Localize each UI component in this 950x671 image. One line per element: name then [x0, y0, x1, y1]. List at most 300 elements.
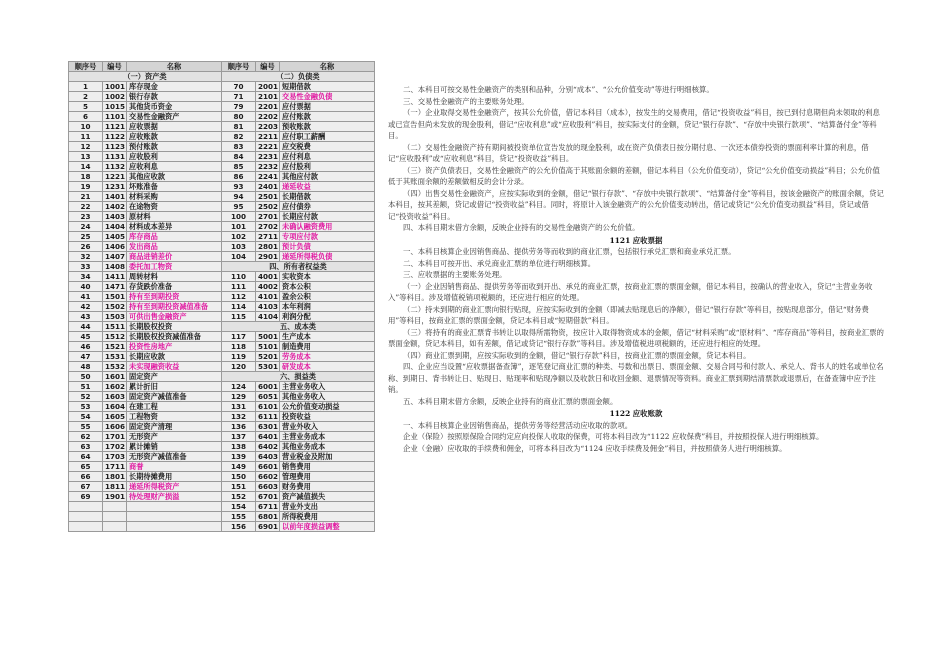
account-name-cell: 应收票据 — [127, 122, 222, 132]
account-name-cell: 交易性金融资产 — [127, 112, 222, 122]
account-code-cell: 1602 — [103, 382, 127, 392]
table-row — [69, 152, 375, 162]
section-heading: 五、成本类 — [222, 322, 375, 332]
account-name-cell: 劳务成本 — [280, 352, 375, 362]
account-code-cell: 1411 — [103, 272, 127, 282]
account-code-cell: 1801 — [103, 472, 127, 482]
account-code-cell: 2232 — [256, 162, 280, 172]
section-title: 1121 应收票据 — [609, 235, 663, 245]
account-name-cell: 商誉 — [127, 462, 222, 472]
account-name-cell: 长期借款 — [280, 192, 375, 202]
table-row — [69, 432, 375, 442]
account-seq-cell — [69, 512, 103, 522]
account-name-cell: 应付账款 — [280, 112, 375, 122]
account-code-cell: 6711 — [256, 502, 280, 512]
account-name-cell: 主营业务成本 — [280, 432, 375, 442]
table-row — [69, 422, 375, 432]
account-name-cell: 资本公积 — [280, 282, 375, 292]
account-code-cell: 2001 — [256, 82, 280, 92]
account-seq-cell: 66 — [69, 472, 103, 482]
table-body — [69, 72, 375, 532]
account-seq-cell: 34 — [69, 272, 103, 282]
account-seq-cell: 131 — [222, 402, 256, 412]
account-name-cell: 以前年度损益调整 — [280, 522, 375, 532]
account-code-cell: 2401 — [256, 182, 280, 192]
account-code-cell — [103, 512, 127, 522]
account-code-cell: 1603 — [103, 392, 127, 402]
account-name-cell: 递延所得税资产 — [127, 482, 222, 492]
table-row — [69, 302, 375, 312]
account-name-cell: 累计折旧 — [127, 382, 222, 392]
paragraph: 企业（保险）按照原保险合同约定应向投保人收取的保费，可将本科目改为“1122 应收保费”科目，并按照投保人进行明细核算。 — [403, 432, 824, 441]
account-name-cell: 短期借款 — [280, 82, 375, 92]
account-code-cell: 2711 — [256, 232, 280, 242]
account-code-cell: 1101 — [103, 112, 127, 122]
table-header-row — [69, 62, 375, 72]
table-row — [69, 72, 375, 82]
account-code-cell: 1221 — [103, 172, 127, 182]
paragraph: （一）企业取得交易性金融资产，按其公允价值，借记本科目（成本），按发生的交易费用，借记“投资收益”科目，按已到付息期但尚未领取的利息或已宣告但尚未发放的现金股利，借记“应收利息”或“应收股利”科目，按实际支付的金额，贷记“银行存款”、“存放中央银行款项”、“结算备付金”等科目。 — [388, 108, 880, 140]
table-row — [69, 332, 375, 342]
account-name-cell: 专项应付款 — [280, 232, 375, 242]
account-name-cell: 固定资产清理 — [127, 422, 222, 432]
account-seq-cell: 5 — [69, 102, 103, 112]
section-title: 1122 应收账款 — [609, 409, 663, 418]
account-code-cell: 1406 — [103, 242, 127, 252]
account-seq-cell: 6 — [69, 112, 103, 122]
header-code-left: 编号 — [103, 62, 127, 72]
account-name-cell: 原材料 — [127, 212, 222, 222]
table-row — [69, 172, 375, 182]
account-seq-cell — [69, 502, 103, 512]
account-name-cell: 周转材料 — [127, 272, 222, 282]
account-name-cell: 长期待摊费用 — [127, 472, 222, 482]
account-seq-cell: 53 — [69, 402, 103, 412]
account-seq-cell: 46 — [69, 342, 103, 352]
account-seq-cell: 120 — [222, 362, 256, 372]
account-code-cell: 2702 — [256, 222, 280, 232]
account-seq-cell: 93 — [222, 182, 256, 192]
account-name-cell: 长期股权投资 — [127, 322, 222, 332]
paragraph: 三、交易性金融资产的主要账务处理。 — [403, 96, 529, 106]
section-heading: 四、所有者权益类 — [222, 262, 375, 272]
account-code-cell: 1605 — [103, 412, 127, 422]
account-code-cell: 1503 — [103, 312, 127, 322]
account-code-cell: 1123 — [103, 142, 127, 152]
account-code-cell: 5201 — [256, 352, 280, 362]
paragraph: （二）交易性金融资产持有期间被投资单位宣告发放的现金股利，或在资产负债表日按分期付息、一次还本债券投资的票面利率计算的利息，借记“应收股利”或“应收利息”科目，贷记“投资收益”科目。 — [388, 142, 869, 163]
account-code-cell: 1403 — [103, 212, 127, 222]
table-row — [69, 492, 375, 502]
account-code-cell: 1401 — [103, 192, 127, 202]
paragraph: （四）商业汇票到期，应按实际收到的金额，借记“银行存款”科目，按商业汇票的票面金额，贷记本科目。 — [403, 350, 751, 360]
account-name-cell: 公允价值变动损益 — [280, 402, 375, 412]
table-row — [69, 342, 375, 352]
account-seq-cell: 115 — [222, 312, 256, 322]
account-code-cell: 1015 — [103, 102, 127, 112]
account-name-cell: 材料成本差异 — [127, 222, 222, 232]
account-seq-cell: 124 — [222, 382, 256, 392]
account-code-cell: 2901 — [256, 252, 280, 262]
account-name-cell: 无形资产 — [127, 432, 222, 442]
account-seq-cell — [69, 522, 103, 532]
table-row — [69, 212, 375, 222]
table-row — [69, 122, 375, 132]
account-code-cell: 2203 — [256, 122, 280, 132]
account-code-cell: 1901 — [103, 492, 127, 502]
account-code-cell: 1502 — [103, 302, 127, 312]
account-code-cell: 5101 — [256, 342, 280, 352]
account-code-cell: 1231 — [103, 182, 127, 192]
account-code-cell: 2202 — [256, 112, 280, 122]
account-code-cell: 1604 — [103, 402, 127, 412]
table-row — [69, 392, 375, 402]
account-seq-cell: 23 — [69, 212, 103, 222]
table-row — [69, 292, 375, 302]
account-seq-cell: 86 — [222, 172, 256, 182]
account-seq-cell: 64 — [69, 452, 103, 462]
account-code-cell: 2101 — [256, 92, 280, 102]
table-row — [69, 222, 375, 232]
account-name-cell: 应交税费 — [280, 142, 375, 152]
account-name-cell: 实收资本 — [280, 272, 375, 282]
account-code-cell: 4103 — [256, 302, 280, 312]
account-seq-cell: 55 — [69, 422, 103, 432]
account-name-cell: 在建工程 — [127, 402, 222, 412]
table-row — [69, 402, 375, 412]
table-row — [69, 382, 375, 392]
account-name-cell: 主营业务收入 — [280, 382, 375, 392]
table-row — [69, 482, 375, 492]
table-row — [69, 312, 375, 322]
table-row — [69, 262, 375, 272]
table-row — [69, 472, 375, 482]
account-seq-cell: 129 — [222, 392, 256, 402]
account-name-cell: 应付债券 — [280, 202, 375, 212]
account-name-cell: 应付利息 — [280, 152, 375, 162]
account-name-cell: 营业外支出 — [280, 502, 375, 512]
account-seq-cell: 117 — [222, 332, 256, 342]
table-row — [69, 82, 375, 92]
account-seq-cell: 154 — [222, 502, 256, 512]
account-name-cell: 投资性房地产 — [127, 342, 222, 352]
account-code-cell: 1521 — [103, 342, 127, 352]
account-code-cell: 1121 — [103, 122, 127, 132]
account-seq-cell: 79 — [222, 102, 256, 112]
table-row — [69, 502, 375, 512]
account-code-cell: 1002 — [103, 92, 127, 102]
account-name-cell: 商品进销差价 — [127, 252, 222, 262]
paragraph: （三）将持有的商业汇票背书转让以取得所需物资，按应计入取得物资成本的金额，借记“材料采购”或“原材料”、“库存商品”等科目，按商业汇票的票面金额，贷记本科目，如有差额，借记或贷记“银行存款”等科目。涉及增值税进项税额的，还应进行相应的处理。 — [388, 327, 884, 348]
account-seq-cell: 47 — [69, 352, 103, 362]
account-seq-cell: 103 — [222, 242, 256, 252]
table-row — [69, 102, 375, 112]
account-name-cell: 预收账款 — [280, 122, 375, 132]
account-seq-cell: 40 — [69, 282, 103, 292]
paragraph: （一）企业因销售商品、提供劳务等而收到开出、承兑的商业汇票，按商业汇票的票面金额，借记本科目，按确认的营业收入，贷记“主营业务收入”等科目。涉及增值税销项税额的，还应进行相应的处理。 — [388, 281, 873, 302]
account-code-cell: 1531 — [103, 352, 127, 362]
account-code-cell: 2221 — [256, 142, 280, 152]
table-row — [69, 92, 375, 102]
account-name-cell: 营业税金及附加 — [280, 452, 375, 462]
account-code-cell: 1511 — [103, 322, 127, 332]
account-seq-cell: 81 — [222, 122, 256, 132]
account-seq-cell: 11 — [69, 132, 103, 142]
account-seq-cell: 104 — [222, 252, 256, 262]
account-code-cell: 1131 — [103, 152, 127, 162]
paragraph: 二、本科目可按交易性金融资产的类别和品种，分别“成本”、“公允价值变动”等进行明细核算。 — [403, 85, 714, 94]
account-seq-cell: 132 — [222, 412, 256, 422]
paragraph: 五、本科目期末借方余额，反映企业持有的商业汇票的票面金额。 — [403, 396, 618, 406]
section-heading: 六、损益类 — [222, 372, 375, 382]
account-code-cell: 1501 — [103, 292, 127, 302]
table-row — [69, 142, 375, 152]
header-name-left: 名称 — [127, 62, 222, 72]
table-row — [69, 462, 375, 472]
table-row — [69, 362, 375, 372]
account-name-cell: 递延所得税负债 — [280, 252, 375, 262]
account-seq-cell: 149 — [222, 462, 256, 472]
account-seq-cell: 48 — [69, 362, 103, 372]
account-name-cell: 盈余公积 — [280, 292, 375, 302]
paragraph: （四）出售交易性金融资产，应按实际收到的金额，借记“银行存款”、“存放中央银行款项”、“结算备付金”等科目，按该金融资产的账面余额，贷记本科目，按其差额，贷记或借记“投资收益”科目。同时，将原计入该金融资产的公允价值变动转出，借记或贷记“公允价值变动损益”科目，贷记或借记“投资收益”科目。 — [388, 188, 884, 221]
account-seq-cell: 44 — [69, 322, 103, 332]
account-name-cell: 其他应付款 — [280, 172, 375, 182]
account-name-cell: 长期股权投资减值准备 — [127, 332, 222, 342]
paragraph: 二、本科目可按开出、承兑商业汇票的单位进行明细核算。 — [403, 258, 596, 268]
account-name-cell: 本年利润 — [280, 302, 375, 312]
account-code-cell: 6601 — [256, 462, 280, 472]
paragraph: （二）持未到期的商业汇票向银行贴现，应按实际收到的金额（即减去贴现息后的净额），借记“银行存款”等科目，按贴现息部分，借记“财务费用”等科目，按商业汇票的票面金额，贷记本科目或“短期借款”科目。 — [388, 304, 869, 325]
account-code-cell: 6401 — [256, 432, 280, 442]
account-name-cell: 生产成本 — [280, 332, 375, 342]
account-name-cell — [127, 522, 222, 532]
account-name-cell: 固定资产减值准备 — [127, 392, 222, 402]
account-seq-cell: 80 — [222, 112, 256, 122]
account-code-cell: 2201 — [256, 102, 280, 112]
account-code-cell: 2501 — [256, 192, 280, 202]
account-seq-cell: 62 — [69, 432, 103, 442]
account-seq-cell: 119 — [222, 352, 256, 362]
section-heading: （二）负债类 — [222, 72, 375, 82]
account-seq-cell: 26 — [69, 242, 103, 252]
account-code-cell: 1701 — [103, 432, 127, 442]
chart-of-accounts-table — [68, 61, 375, 532]
account-name-cell — [127, 512, 222, 522]
account-code-cell: 1001 — [103, 82, 127, 92]
account-code-cell: 4002 — [256, 282, 280, 292]
account-seq-cell: 54 — [69, 412, 103, 422]
account-name-cell: 长期应付款 — [280, 212, 375, 222]
account-seq-cell: 151 — [222, 482, 256, 492]
account-name-cell: 财务费用 — [280, 482, 375, 492]
paragraph: （三）资产负债表日，交易性金融资产的公允价值高于其账面余额的差额，借记本科目（公允价值变动），贷记“公允价值变动损益”科目；公允价值低于其账面余额的差额做相反的会计分录。 — [388, 165, 880, 186]
account-seq-cell: 1 — [69, 82, 103, 92]
account-name-cell: 在途物资 — [127, 202, 222, 212]
account-name-cell: 银行存款 — [127, 92, 222, 102]
header-seq-left: 顺序号 — [69, 62, 103, 72]
account-code-cell: 1606 — [103, 422, 127, 432]
account-name-cell: 库存现金 — [127, 82, 222, 92]
table-row — [69, 372, 375, 382]
account-code-cell: 1471 — [103, 282, 127, 292]
account-name-cell: 投资收益 — [280, 412, 375, 422]
account-name-cell: 材料采购 — [127, 192, 222, 202]
account-seq-cell: 95 — [222, 202, 256, 212]
table-row — [69, 232, 375, 242]
header-name-right: 名称 — [280, 62, 375, 72]
account-name-cell: 应收股利 — [127, 152, 222, 162]
account-code-cell: 1512 — [103, 332, 127, 342]
table-row — [69, 512, 375, 522]
paragraph: 一、本科目核算企业因销售商品，提供劳务等经营活动应收取的款项。 — [403, 420, 633, 430]
account-name-cell: 无形资产减值准备 — [127, 452, 222, 462]
account-seq-cell: 22 — [69, 202, 103, 212]
account-code-cell: 6101 — [256, 402, 280, 412]
account-name-cell: 制造费用 — [280, 342, 375, 352]
paragraph: 企业（金融）应收取的手续费和佣金，可将本科目改为“1124 应收手续费及佣金”科目，并按照债务人进行明细核算。 — [403, 443, 787, 453]
account-seq-cell: 14 — [69, 162, 103, 172]
account-seq-cell: 25 — [69, 232, 103, 242]
account-seq-cell: 10 — [69, 122, 103, 132]
account-code-cell: 1408 — [103, 262, 127, 272]
account-seq-cell: 139 — [222, 452, 256, 462]
table-row — [69, 522, 375, 532]
account-name-cell: 应付票据 — [280, 102, 375, 112]
account-code-cell: 2801 — [256, 242, 280, 252]
account-code-cell: 6051 — [256, 392, 280, 402]
account-name-cell: 长期应收款 — [127, 352, 222, 362]
account-seq-cell: 13 — [69, 152, 103, 162]
account-code-cell: 6403 — [256, 452, 280, 462]
account-seq-cell: 94 — [222, 192, 256, 202]
table-row — [69, 452, 375, 462]
account-code-cell: 1122 — [103, 132, 127, 142]
account-code-cell: 2231 — [256, 152, 280, 162]
account-seq-cell: 41 — [69, 292, 103, 302]
paragraph: 三、应收票据的主要账务处理。 — [403, 270, 507, 279]
account-seq-cell: 138 — [222, 442, 256, 452]
account-name-cell: 资产减值损失 — [280, 492, 375, 502]
table-row — [69, 112, 375, 122]
account-seq-cell: 112 — [222, 292, 256, 302]
account-seq-cell: 114 — [222, 302, 256, 312]
account-name-cell: 研发成本 — [280, 362, 375, 372]
account-name-cell: 预计负债 — [280, 242, 375, 252]
account-seq-cell: 85 — [222, 162, 256, 172]
account-name-cell: 应付股利 — [280, 162, 375, 172]
table-row — [69, 352, 375, 362]
account-name-cell: 销售费用 — [280, 462, 375, 472]
account-code-cell: 4104 — [256, 312, 280, 322]
account-seq-cell: 24 — [69, 222, 103, 232]
account-seq-cell: 42 — [69, 302, 103, 312]
account-name-cell: 未实现融资收益 — [127, 362, 222, 372]
account-code-cell: 6301 — [256, 422, 280, 432]
account-name-cell: 累计摊销 — [127, 442, 222, 452]
account-name-cell: 存货跌价准备 — [127, 282, 222, 292]
account-seq-cell: 111 — [222, 282, 256, 292]
account-name-cell: 所得税费用 — [280, 512, 375, 522]
account-code-cell: 1811 — [103, 482, 127, 492]
account-seq-cell: 21 — [69, 192, 103, 202]
account-code-cell: 6111 — [256, 412, 280, 422]
account-code-cell: 1711 — [103, 462, 127, 472]
table-row — [69, 202, 375, 212]
account-code-cell: 6701 — [256, 492, 280, 502]
account-seq-cell: 155 — [222, 512, 256, 522]
account-name-cell: 可供出售金融资产 — [127, 312, 222, 322]
paragraph: 四、本科目期末借方余额，反映企业持有的交易性金融资产的公允价值。 — [403, 223, 640, 232]
account-code-cell: 1702 — [103, 442, 127, 452]
account-code-cell: 6801 — [256, 512, 280, 522]
account-seq-cell: 63 — [69, 442, 103, 452]
account-name-cell: 委托加工物资 — [127, 262, 222, 272]
account-name-cell: 其他应收款 — [127, 172, 222, 182]
table-row — [69, 182, 375, 192]
account-name-cell: 预付账款 — [127, 142, 222, 152]
account-code-cell: 6603 — [256, 482, 280, 492]
table-row — [69, 412, 375, 422]
account-name-cell: 发出商品 — [127, 242, 222, 252]
account-name-cell: 库存商品 — [127, 232, 222, 242]
table-row — [69, 132, 375, 142]
account-seq-cell: 101 — [222, 222, 256, 232]
account-seq-cell: 45 — [69, 332, 103, 342]
account-code-cell: 1407 — [103, 252, 127, 262]
header-seq-right: 顺序号 — [222, 62, 256, 72]
account-seq-cell: 12 — [69, 142, 103, 152]
account-code-cell — [103, 502, 127, 512]
account-code-cell: 1402 — [103, 202, 127, 212]
table-row — [69, 282, 375, 292]
table-row — [69, 162, 375, 172]
account-seq-cell: 100 — [222, 212, 256, 222]
account-name-cell: 应收账款 — [127, 132, 222, 142]
paragraph: 一、本科目核算企业因销售商品、提供劳务等而收到的商业汇票，包括银行承兑汇票和商业承兑汇票。 — [403, 247, 736, 256]
account-seq-cell: 32 — [69, 252, 103, 262]
account-name-cell: 交易性金融负债 — [280, 92, 375, 102]
table-row — [69, 272, 375, 282]
account-name-cell: 工程物资 — [127, 412, 222, 422]
account-seq-cell: 50 — [69, 372, 103, 382]
account-code-cell: 5301 — [256, 362, 280, 372]
account-seq-cell: 82 — [222, 132, 256, 142]
account-seq-cell: 83 — [222, 142, 256, 152]
document-text — [388, 84, 884, 454]
account-code-cell: 1532 — [103, 362, 127, 372]
account-name-cell: 坏账准备 — [127, 182, 222, 192]
account-code-cell: 6901 — [256, 522, 280, 532]
account-seq-cell: 84 — [222, 152, 256, 162]
table-row — [69, 192, 375, 202]
account-code-cell: 1601 — [103, 372, 127, 382]
paragraph: 四、企业应当设置“应收票据备查簿”，逐笔登记商业汇票的种类、号数和出票日、票面金额、交易合同号和付款人、承兑人、背书人的姓名或单位名称、到期日、背书转让日、贴现日、贴现率和贴现净额以及收款日和收回金额、退票情况等资料。商业汇票到期结清票款或退票后，在备查簿中应予注销。 — [388, 362, 884, 394]
account-code-cell: 1703 — [103, 452, 127, 462]
account-name-cell: 待处理财产损溢 — [127, 492, 222, 502]
account-name-cell: 应收利息 — [127, 162, 222, 172]
account-seq-cell: 18 — [69, 172, 103, 182]
account-code-cell: 1132 — [103, 162, 127, 172]
account-seq-cell: 67 — [69, 482, 103, 492]
table-row — [69, 442, 375, 452]
account-seq-cell: 52 — [69, 392, 103, 402]
account-name-cell: 营业外收入 — [280, 422, 375, 432]
account-code-cell: 2211 — [256, 132, 280, 142]
account-code-cell: 2502 — [256, 202, 280, 212]
account-seq-cell: 110 — [222, 272, 256, 282]
table-row — [69, 242, 375, 252]
